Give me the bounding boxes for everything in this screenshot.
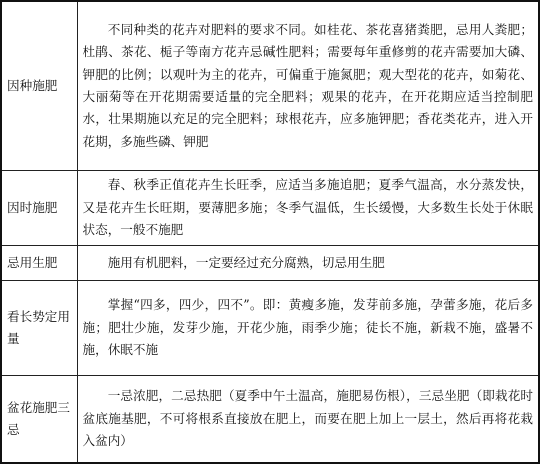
row-text: 不同种类的花卉对肥料的要求不同。如桂花、茶花喜猪粪肥，忌用人粪肥；杜鹃、茶花、栀子等南方花卉忌碱性肥料；需要每年重修剪的花卉需要加大磷、钾肥的比例；以观叶为主的花卉，可偏重于施氮肥；观大型花的花卉，如菊花、大丽菊等在开花期需要适量的完全肥料；观果的花卉，在开花期应适当控制肥水，壮果期施以充足的完全肥料；球根花卉，应多施钾肥；香花类花卉，进入开花期，多施些磷、钾肥 — [77, 1, 539, 171]
row-label: 因种施肥 — [1, 1, 77, 171]
table-row — [1, 1, 539, 171]
row-label: 因时施肥 — [1, 171, 77, 246]
row-text: 一忌浓肥，二忌热肥（夏季中午土温高，施肥易伤根），三忌坐肥（即栽花时盆底施基肥，不可将根系直接放在肥上，而要在肥上加上一层土，然后再将花栽入盆内） — [77, 376, 539, 464]
row-text: 掌握“四多，四少，四不”。即：黄瘦多施，发芽前多施，孕蕾多施，花后多施；肥壮少施，发芽少施，开花少施，雨季少施；徒长不施，新栽不施，盛暑不施，休眠不施 — [77, 281, 539, 376]
row-label: 看长势定用量 — [1, 281, 77, 376]
table-row — [1, 376, 539, 464]
row-label: 盆花施肥三忌 — [1, 376, 77, 464]
row-text: 春、秋季正值花卉生长旺季，应适当多施追肥；夏季气温高，水分蒸发快，又是花卉生长旺期，要薄肥多施；冬季气温低，生长缓慢，大多数生长处于休眠状态，一般不施肥 — [77, 171, 539, 246]
row-text: 施用有机肥料，一定要经过充分腐熟，切忌用生肥 — [77, 246, 539, 281]
table-row — [1, 281, 539, 376]
table-row — [1, 171, 539, 246]
row-label: 忌用生肥 — [1, 246, 77, 281]
table-row — [1, 246, 539, 281]
